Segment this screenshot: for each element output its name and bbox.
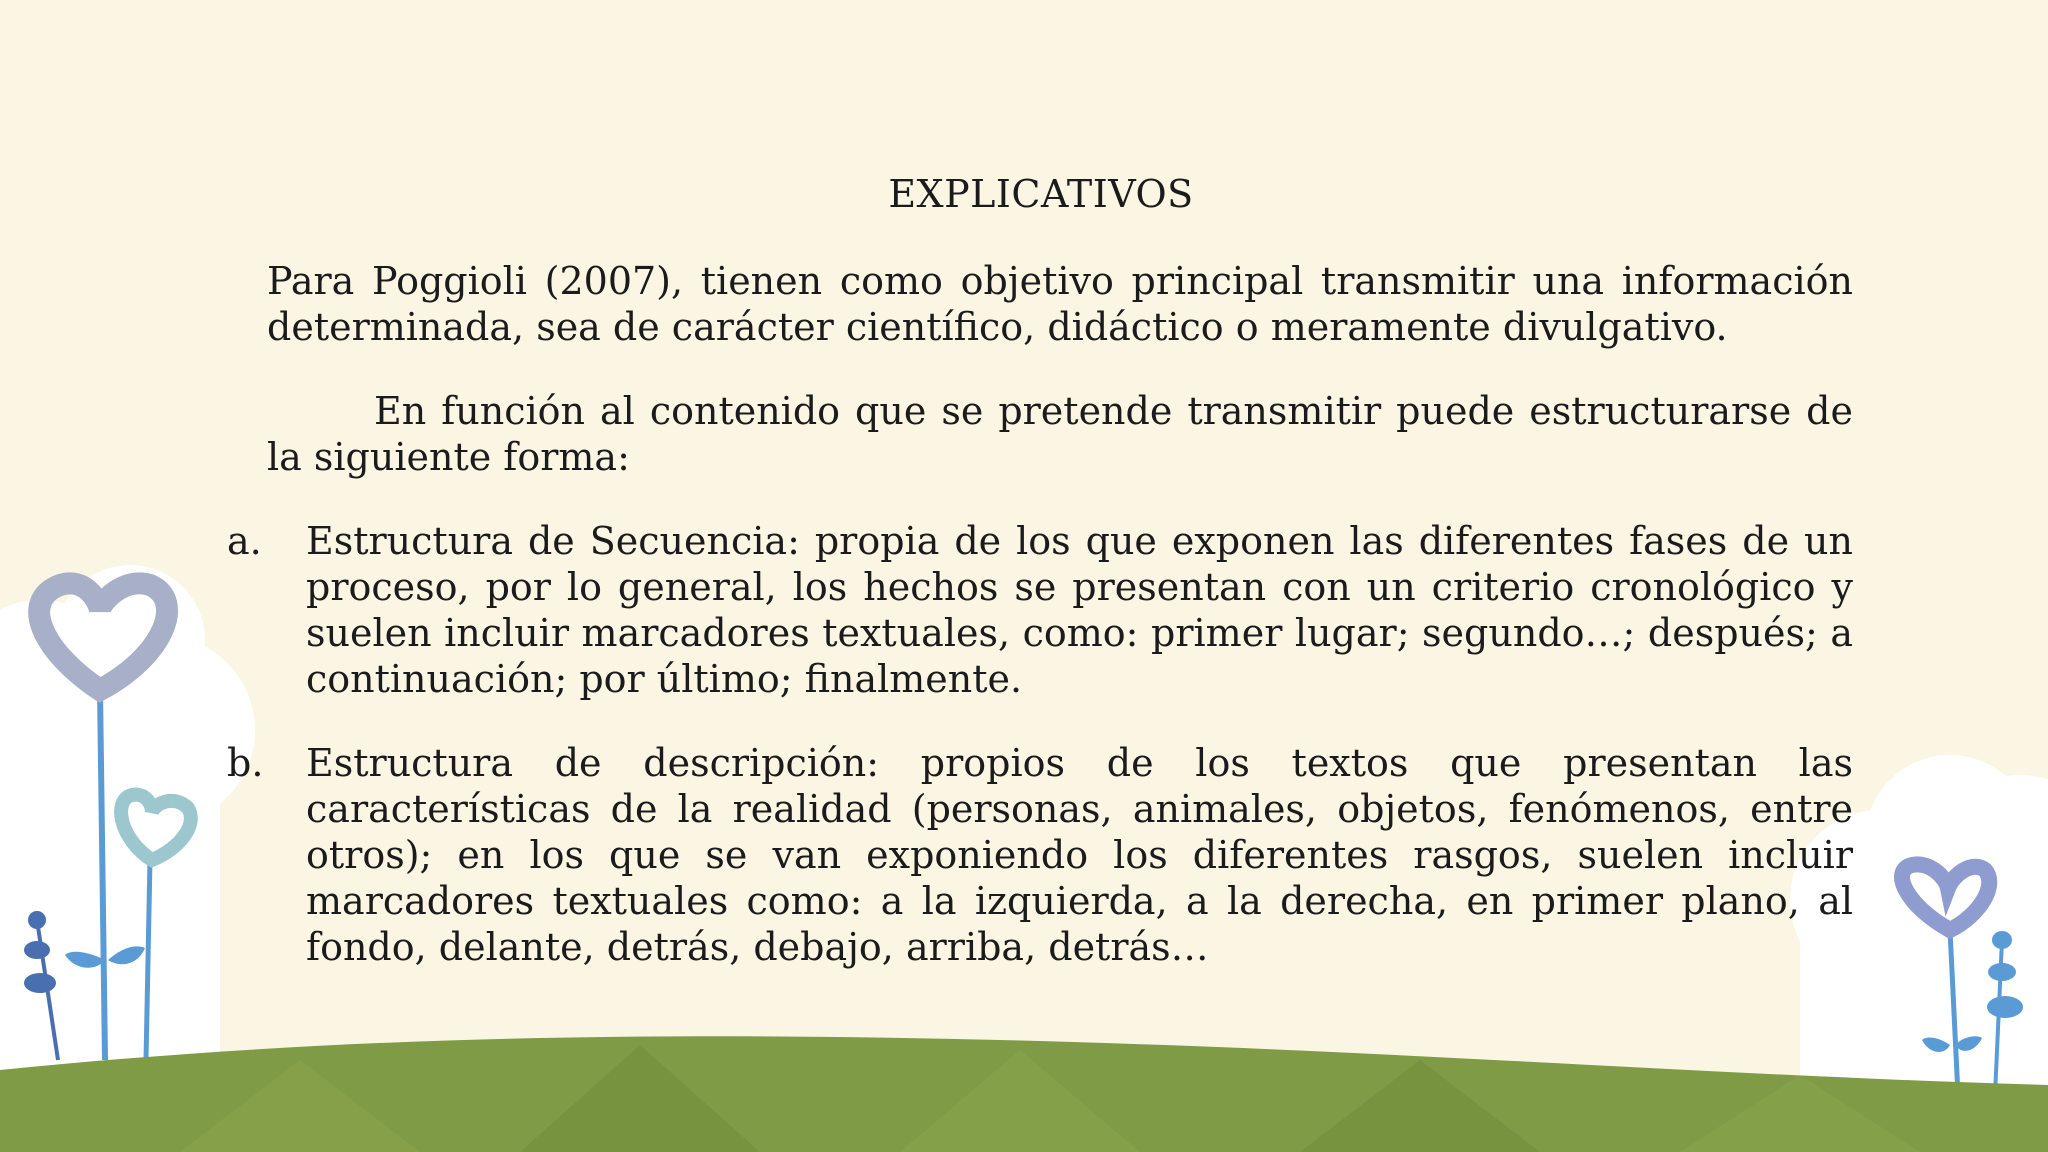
grass-hill (0, 1036, 2048, 1152)
slide-title: EXPLICATIVOS (888, 172, 1194, 216)
list-marker: b. (227, 741, 264, 785)
list-marker: a. (227, 519, 262, 563)
paragraph-structure: En función al contenido que se pretende transmitir puede estructurarse de la siguiente forma: (267, 389, 1853, 479)
list-item-text: Estructura de Secuencia: propia de los que exponen las diferentes fases de un proceso, por lo general, los hechos se presentan con un criterio cronológico y suelen incluir marcadores textuales, como: primer lugar; segundo…; después; a continuación; por último; finalmente. (306, 519, 1853, 701)
list-item (227, 740, 1853, 970)
list-item-text: Estructura de descripción: propios de los textos que presentan las características de la realidad (personas, animales, objetos, fenómenos, entre otros); en los que se van exponiendo los diferentes rasgos, suelen incluir marcadores textuales como: a la izquierda, a la derecha, en primer plano, al fondo, delante, detrás, debajo, arriba, detrás… (306, 741, 1853, 969)
list-item (227, 518, 1853, 702)
paragraph-intro: Para Poggioli (2007), tienen como objetivo principal transmitir una información determinada, sea de carácter científico, didáctico o meramente divulgativo. (267, 259, 1853, 349)
